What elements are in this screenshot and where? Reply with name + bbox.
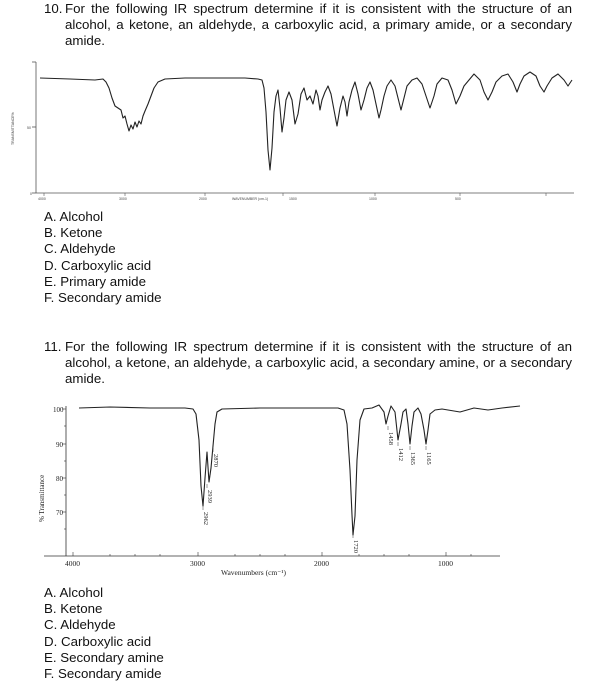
answer-option-f[interactable]: F. Secondary amide <box>44 666 162 682</box>
peak-label: 2962 <box>202 512 209 525</box>
x-tick-label: 500 <box>455 197 461 201</box>
x-tick-label: 1000 <box>369 197 377 201</box>
x-axis-label: WAVENUMBER (cm-1) <box>232 197 269 201</box>
peak-label: 1165 <box>425 452 432 465</box>
peak-label: 2870 <box>212 454 219 467</box>
x-tick-label: 1000 <box>438 559 453 568</box>
question-text: For the following IR spectrum determine if it is consistent with the structure of an alcohol, a ketone, an aldehyde, a carboxylic acid, a secondary amine, or a secondary amide. <box>65 339 572 386</box>
peak-label: 1412 <box>397 448 404 461</box>
x-tick-label: 4000 <box>38 197 46 201</box>
answer-option-e[interactable]: E. Primary amide <box>44 273 146 289</box>
peak-label: 1458 <box>387 432 394 445</box>
answer-option-c[interactable]: C. Aldehyde <box>44 617 116 633</box>
peak-label: 1365 <box>409 452 416 465</box>
answer-options-11 <box>44 585 164 682</box>
question-number: 10. <box>44 1 63 16</box>
x-tick-label: 3000 <box>190 559 205 568</box>
answer-option-c[interactable]: C. Aldehyde <box>44 241 116 257</box>
y-tick-label: 0 <box>30 192 32 196</box>
question-number: 11. <box>44 339 62 354</box>
y-tick-label: 50 <box>27 126 31 130</box>
x-tick-label: 3000 <box>119 197 127 201</box>
x-tick-label: 2000 <box>314 559 329 568</box>
x-tick-label: 1500 <box>289 197 297 201</box>
y-tick-label: 90 <box>56 441 63 449</box>
x-tick-label: 4000 <box>65 559 80 568</box>
y-axis-label: % Transmittance <box>38 474 46 522</box>
answer-option-d[interactable]: D. Carboxylic acid <box>44 633 152 649</box>
spectrum-trace <box>79 405 520 535</box>
y-tick-label: 80 <box>56 475 63 483</box>
answer-option-a[interactable]: A. Alcohol <box>44 209 104 224</box>
answer-option-a[interactable]: A. Alcohol <box>44 585 104 600</box>
x-tick-label: 2000 <box>199 197 207 201</box>
answer-option-b[interactable]: B. Ketone <box>44 601 103 617</box>
y-tick-label: 70 <box>56 509 63 517</box>
answer-option-b[interactable]: B. Ketone <box>44 225 103 241</box>
answer-option-d[interactable]: D. Carboxylic acid <box>44 257 152 273</box>
peak-label: 2939 <box>206 490 213 503</box>
y-axis-label: TRANSMITTANCE% <box>11 112 15 145</box>
x-axis-label: Wavenumbers (cm⁻¹) <box>221 568 286 577</box>
question-text: For the following IR spectrum determine if it is consistent with the structure of an alcohol, a ketone, an aldehyde, a carboxylic acid, a primary amide, or a secondary amide. <box>65 1 572 48</box>
answer-option-e[interactable]: E. Secondary amine <box>44 649 164 665</box>
answer-option-f[interactable]: F. Secondary amide <box>44 290 162 306</box>
y-tick-label: 100 <box>53 406 64 414</box>
peak-label: 1720 <box>352 540 359 553</box>
